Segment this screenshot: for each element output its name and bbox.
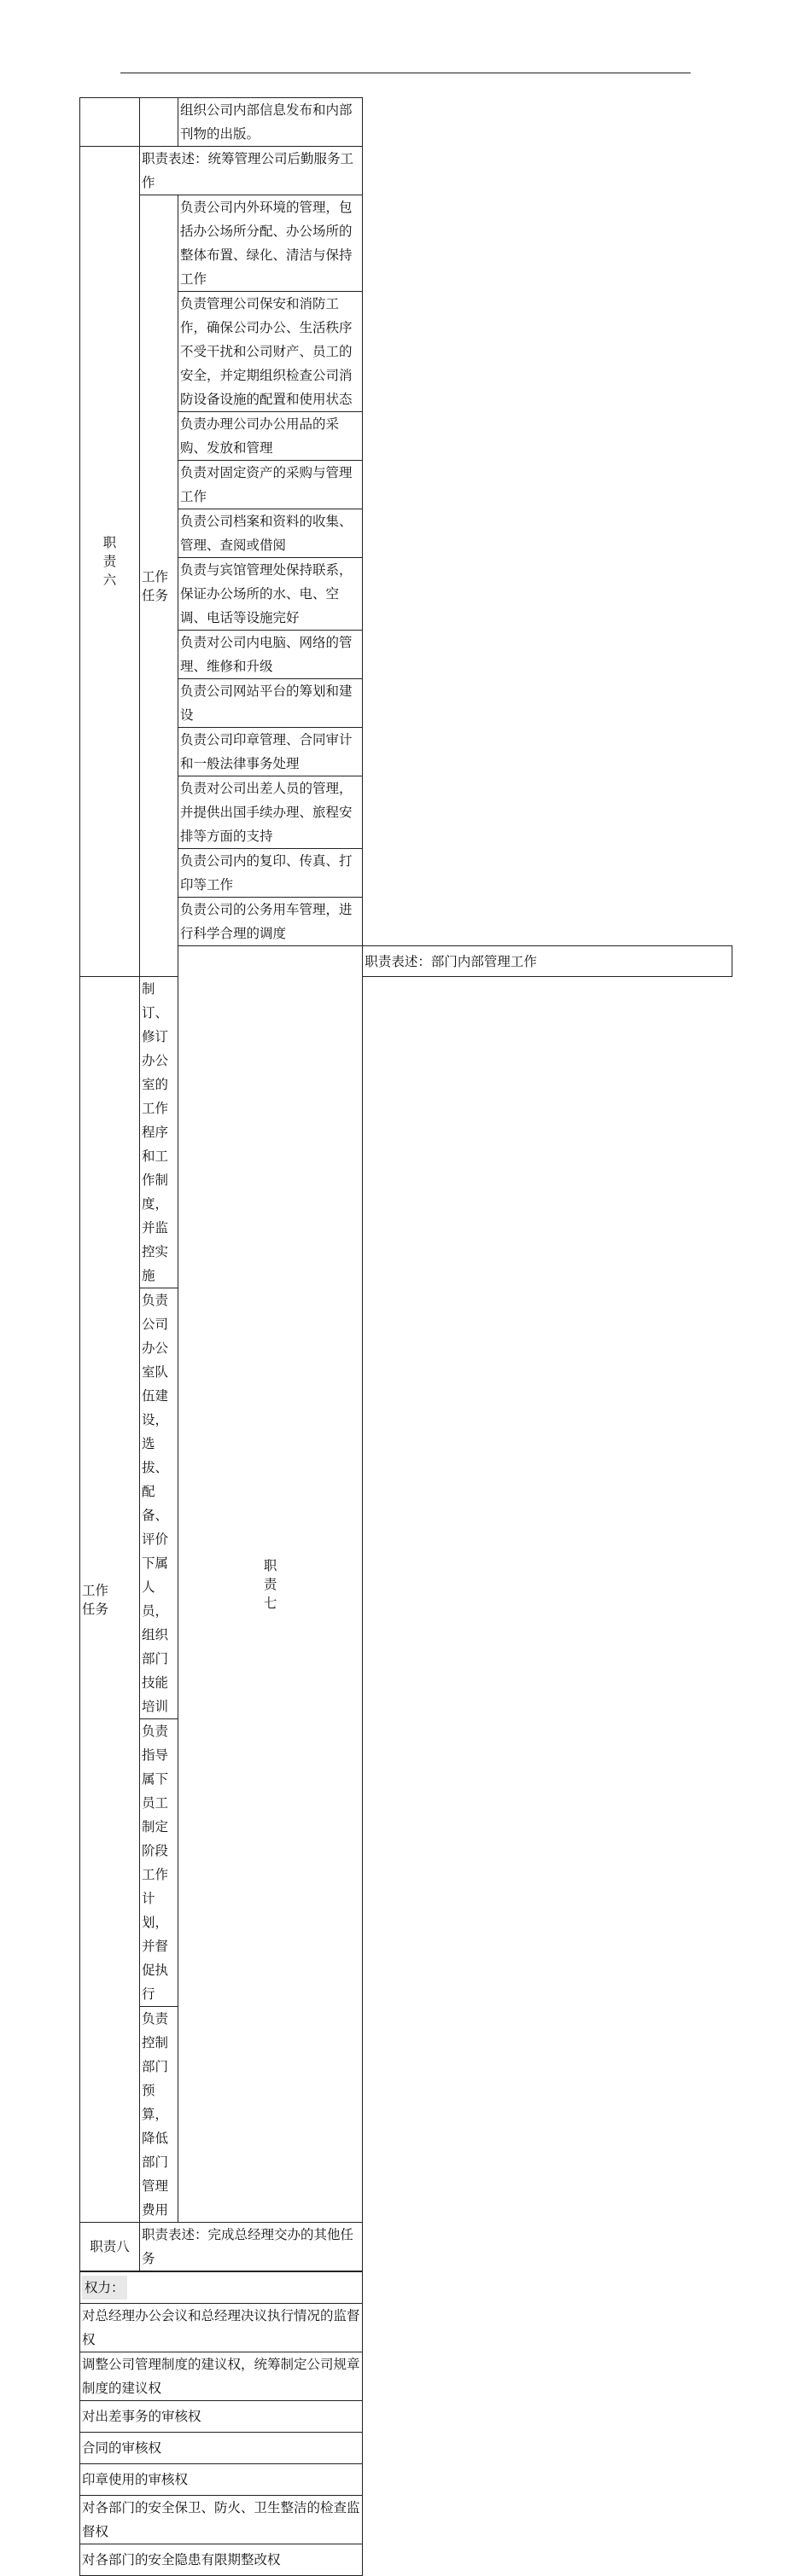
task-item: 负责与宾馆管理处保持联系，保证办公场所的水、电、空调、电话等设施完好 (178, 558, 363, 631)
table-row (80, 2496, 732, 2544)
power-item: 对总经理办公会议和总经理决议执行情况的监督权 (80, 2304, 363, 2352)
table-row (80, 728, 732, 776)
table-row (80, 2271, 732, 2304)
table-row (80, 2223, 732, 2272)
table-row (80, 977, 732, 1288)
table-row (80, 292, 732, 412)
table-row (80, 898, 732, 946)
duty-eight-label: 职责八 (80, 2223, 140, 2272)
power-item: 对出差事务的审核权 (80, 2401, 363, 2433)
power-item: 对各部门的安全隐患有限期整改权 (80, 2544, 363, 2576)
duty-six-label: 职 责 六 (80, 147, 140, 977)
duty-six-statement: 职责表述：统筹管理公司后勤服务工作 (140, 147, 363, 195)
duty-six-work-task-label: 工作 任务 (140, 195, 178, 977)
job-duties-table (79, 97, 732, 2576)
table-row (80, 1288, 732, 1719)
duty-eight-statement: 职责表述：完成总经理交办的其他任务 (140, 2223, 363, 2272)
table-row (80, 631, 732, 679)
duty-seven-work-task-label: 工作 任务 (80, 977, 140, 2223)
table-row (80, 1719, 732, 2007)
task-item: 负责公司网站平台的筹划和建设 (178, 679, 363, 728)
task-item: 负责公司内外环境的管理，包括办公场所分配、办公场所的整体布置、绿化、清洁与保持工作 (178, 195, 363, 292)
task-item: 负责公司办公室队伍建设，选拔、配备、评价下属人员，组织部门技能培训 (140, 1288, 178, 1719)
table-row (80, 679, 732, 728)
table-row (80, 2464, 732, 2496)
table-row (80, 2401, 732, 2433)
task-item: 制订、修订办公室的工作程序和工作制度，并监控实施 (140, 977, 178, 1288)
task-item: 负责管理公司保安和消防工作，确保公司办公、生活秩序不受干扰和公司财产、员工的安全，并定期组织检查公司消防设备设施的配置和使用状态 (178, 292, 363, 412)
task-item: 负责公司印章管理、合同审计和一般法律事务处理 (178, 728, 363, 776)
table-row (80, 461, 732, 509)
table-row (80, 509, 732, 558)
table-row (80, 412, 732, 461)
duty-seven-statement: 职责表述：部门内部管理工作 (363, 946, 732, 977)
task-item: 负责对公司出差人员的管理，并提供出国手续办理、旅程安排等方面的支持 (178, 776, 363, 849)
table-row (80, 849, 732, 898)
powers-heading: 权力： (80, 2271, 363, 2304)
power-item: 调整公司管理制度的建议权，统筹制定公司规章制度的建议权 (80, 2352, 363, 2401)
task-item: 负责对公司内电脑、网络的管理、维修和升级 (178, 631, 363, 679)
task-item: 组织公司内部信息发布和内部刊物的出版。 (178, 98, 363, 147)
power-item: 对各部门的安全保卫、防火、卫生整洁的检查监督权 (80, 2496, 363, 2544)
table-row (80, 2433, 732, 2464)
table-row (80, 946, 732, 977)
task-item: 负责指导属下员工制定阶段工作计划，并督促执行 (140, 1719, 178, 2007)
table-row (80, 558, 732, 631)
table-row (80, 98, 732, 147)
task-item: 负责公司档案和资料的收集、管理、查阅或借阅 (178, 509, 363, 558)
task-item: 负责公司的公务用车管理，进行科学合理的调度 (178, 898, 363, 946)
power-item: 合同的审核权 (80, 2433, 363, 2464)
table-row (80, 147, 732, 195)
table-row (80, 2544, 732, 2576)
power-item: 印章使用的审核权 (80, 2464, 363, 2496)
table-row (80, 2007, 732, 2223)
task-item: 负责控制部门预算，降低部门管理费用 (140, 2007, 178, 2223)
task-item: 负责公司内的复印、传真、打印等工作 (178, 849, 363, 898)
table-row (80, 2352, 732, 2401)
table-row (80, 776, 732, 849)
table-row (80, 195, 732, 292)
table-row (80, 2304, 732, 2352)
task-item: 负责对固定资产的采购与管理工作 (178, 461, 363, 509)
duty-seven-label: 职 责 七 (178, 946, 363, 2223)
task-item: 负责办理公司办公用品的采购、发放和管理 (178, 412, 363, 461)
